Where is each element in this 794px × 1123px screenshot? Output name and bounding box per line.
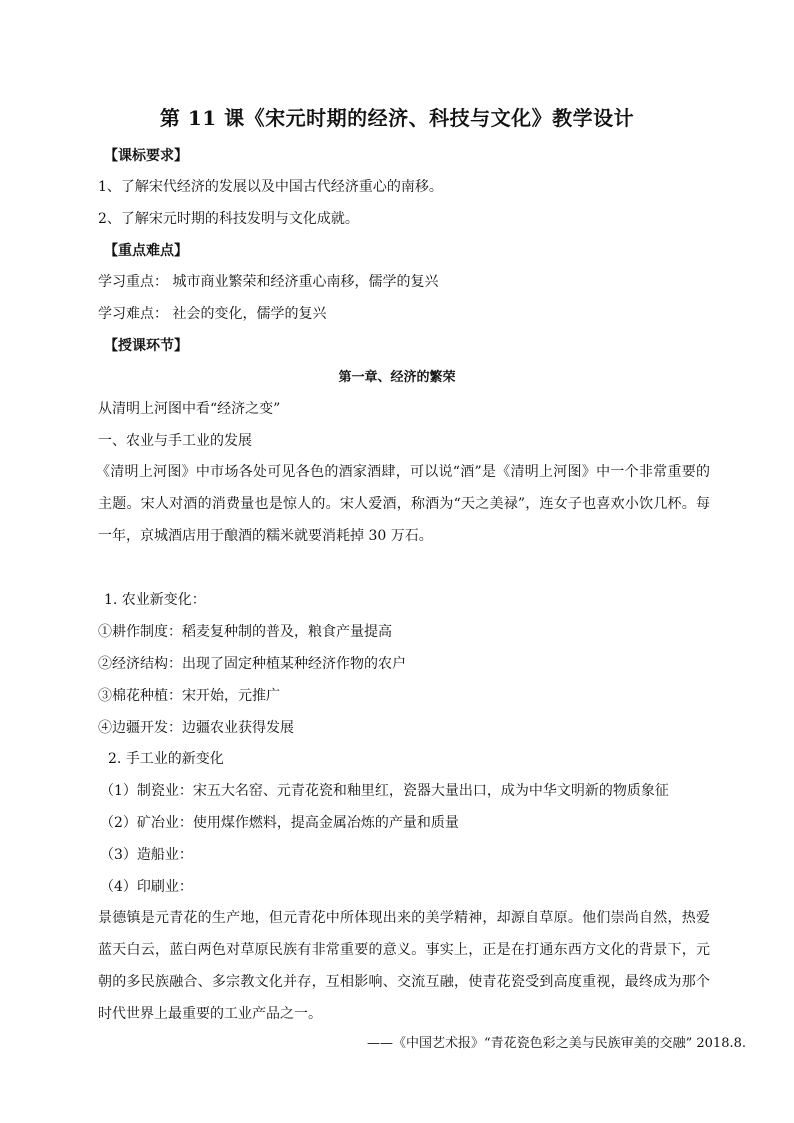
porcelain-paragraph: 景德镇是元青花的生产地，但元青花中所体现出来的美学精神，却源自草原。他们崇尚自然，热爱蓝天白云，蓝白两色对草原民族有非常重要的意义。事实上，正是在打通东西方文化的背景下，元朝的多民族融合、多宗教文化并存，互相影响、交流互融，使青花瓷受到高度重视，最终成为那个时代世界上最重要的工业产品之一。	[98, 910, 710, 1022]
handicraft-item-4: （4）印刷业：	[100, 879, 193, 895]
teaching-heading: 【授课环节】	[104, 338, 188, 354]
citation-source: ——《中国艺术报》“青花瓷色彩之美与民族审美的交融” 2018.8.	[366, 1036, 746, 1051]
agriculture-item-3: ③棉花种植：宋开始，元推广	[98, 688, 280, 704]
curriculum-item-2: 2、了解宋元时期的科技发明与文化成就。	[98, 211, 359, 227]
handicraft-item-1: （1）制瓷业：宋五大名窑、元青花瓷和釉里红，瓷器大量出口，成为中华文明新的物质象征	[100, 783, 669, 799]
key-difficulty-heading: 【重点难点】	[104, 243, 188, 259]
intro-line: 从清明上河图中看“经济之变”	[98, 401, 281, 417]
chapter-title: 第一章、经济的繁荣	[338, 370, 456, 385]
agriculture-item-2: ②经济结构：出现了固定种植某种经济作物的农户	[98, 656, 406, 672]
agriculture-item-4: ④边疆开发：边疆农业获得发展	[98, 720, 294, 736]
handicraft-item-3: （3）造船业：	[100, 847, 193, 863]
page-title: 第 11 课《宋元时期的经济、科技与文化》教学设计	[159, 106, 635, 130]
curriculum-item-1: 1、了解宋代经济的发展以及中国古代经济重心的南移。	[98, 179, 443, 195]
difficult-point: 学习难点： 社会的变化，儒学的复兴	[98, 306, 327, 322]
agriculture-heading: 1. 农业新变化：	[104, 592, 206, 608]
curriculum-heading: 【课标要求】	[104, 148, 188, 164]
key-point: 学习重点： 城市商业繁荣和经济重心南移，儒学的复兴	[98, 274, 439, 290]
wine-paragraph: 《清明上河图》中市场各处可见各色的酒家酒肆，可以说“酒”是《清明上河图》中一个非常重要的主题。宋人对酒的消费量也是惊人的。宋人爱酒，称酒为“天之美禄”，连女子也喜欢小饮几杯。每一年，京城酒店用于酿酒的糯米就要消耗掉 30 万石。	[96, 464, 710, 544]
part-one-heading: 一、农业与手工业的发展	[98, 433, 252, 449]
handicraft-item-2: （2）矿冶业：使用煤作燃料，提高金属冶炼的产量和质量	[100, 815, 459, 831]
agriculture-item-1: ①耕作制度：稻麦复种制的普及，粮食产量提高	[98, 624, 392, 640]
handicraft-heading: 2. 手工业的新变化	[108, 751, 224, 767]
